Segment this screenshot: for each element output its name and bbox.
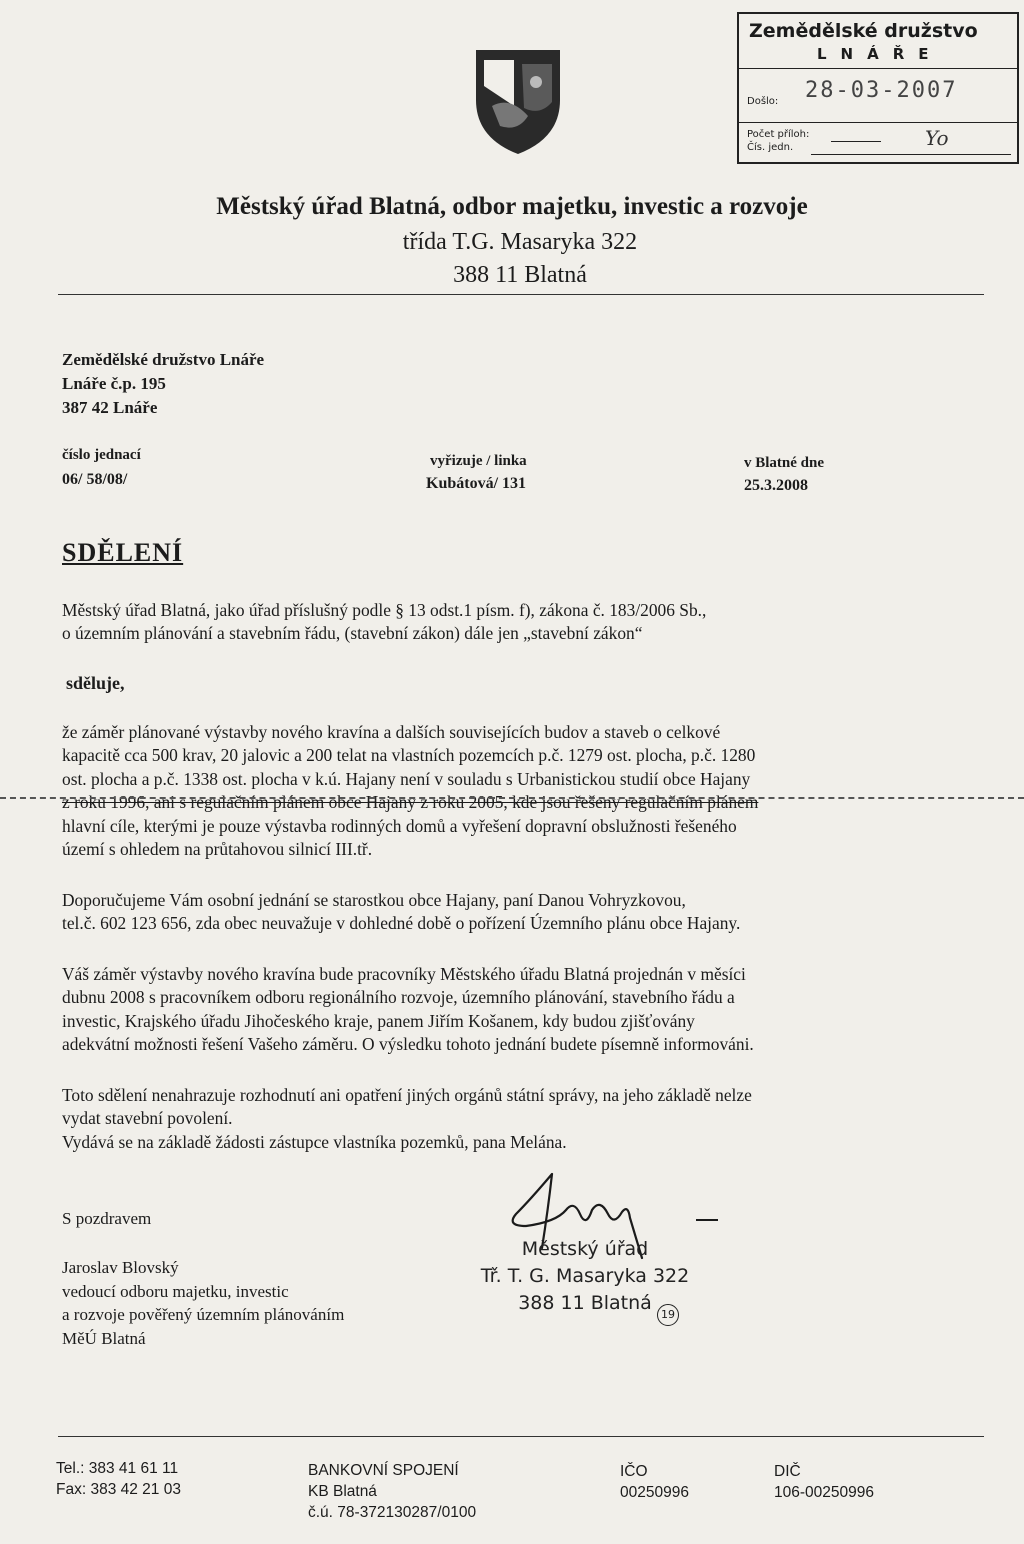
paragraph-line: tel.č. 602 123 656, zda obec neuvažuje v dohledné době o pořízení Územního plánu obce Hajany. <box>62 913 741 934</box>
stamp-organization: Zemědělské družstvo <box>749 20 978 42</box>
stamp-place: LNÁŘE <box>817 45 943 63</box>
seal-line: Městský úřad <box>521 1238 649 1260</box>
signatory-title: vedoucí odboru majetku, investic <box>62 1281 289 1301</box>
paragraph-line: o územním plánování a stavebním řádu, (stavební zákon) dále jen „stavební zákon“ <box>62 623 643 644</box>
paragraph-line: dubnu 2008 s pracovníkem odboru regionálního rozvoje, územního plánování, stavebního řádu a <box>62 987 735 1008</box>
paragraph-line: vydat stavební povolení. <box>62 1108 233 1129</box>
paragraph-line: Doporučujeme Vám osobní jednání se starostkou obce Hajany, paní Danou Vohryzkovou, <box>62 890 686 910</box>
footer-rule <box>58 1436 984 1437</box>
signatory-title: a rozvoje pověřený územním plánováním <box>62 1305 345 1324</box>
paragraph-line: Vydává se na základě žádosti zástupce vlastníka pozemků, pana Melána. <box>62 1131 567 1152</box>
bank-name: KB Blatná <box>308 1483 377 1500</box>
body-paragraph-3 <box>62 963 980 1057</box>
handler-label: vyřizuje / linka <box>430 453 527 469</box>
paragraph-line: hlavní cíle, kterými je pouze výstavba rodinných domů a vyřešení dopravní obslužnosti řešeného <box>62 815 737 836</box>
signatory-block <box>62 1256 344 1350</box>
footer-dic <box>774 1461 874 1503</box>
seal-line: Tř. T. G. Masaryka 322 <box>480 1265 690 1287</box>
stamp-received-label: Došlo: <box>747 96 779 107</box>
paragraph-line: Váš záměr výstavby nového kravína bude pracovníky Městského úřadu Blatná projednán v měsíci <box>62 964 746 984</box>
receipt-stamp <box>737 12 1019 164</box>
office-city: 388 11 Blatná <box>453 262 587 288</box>
paragraph-line: že záměr plánované výstavby nového kravína a dalších souvisejících budov a staveb o celkové <box>62 722 721 742</box>
stamp-ref-label: Čís. jedn. <box>747 142 794 153</box>
ref-value: 06/ 58/08/ <box>62 471 128 488</box>
office-name: Městský úřad Blatná, odbor majetku, investic a rozvoje <box>216 193 808 220</box>
footer-bank <box>308 1460 476 1523</box>
signatory-title: MěÚ Blatná <box>62 1328 146 1348</box>
bank-label: BANKOVNÍ SPOJENÍ <box>308 1462 459 1479</box>
handler-value: Kubátová/ 131 <box>426 475 527 492</box>
header-rule <box>58 294 984 295</box>
paragraph-line: Městský úřad Blatná, jako úřad příslušný podle § 13 odst.1 písm. f), zákona č. 183/2006 Sb., <box>62 600 707 620</box>
ico-value: 00250996 <box>620 1484 689 1501</box>
recipient-name: Zemědělské družstvo Lnáře <box>62 350 265 369</box>
intro-paragraph <box>62 599 980 646</box>
paragraph-line: adekvátní možnosti řešení Vašeho záměru. O výsledku tohoto jednání budete písemně informováni. <box>62 1034 754 1055</box>
paragraph-line: kapacitě cca 500 krav, 20 jalovic a 200 telat na vlastních pozemcích p.č. 1279 ost. plocha, p.č. 1280 <box>62 745 756 766</box>
stamp-attachments-line <box>831 141 881 142</box>
ico-label: IČO <box>620 1463 648 1480</box>
seal-number: 19 <box>657 1304 679 1326</box>
ref-label: číslo jednací <box>62 447 141 463</box>
footer-contacts <box>56 1458 181 1500</box>
footer-ico <box>620 1461 689 1503</box>
stamp-divider <box>739 68 1017 69</box>
date-value: 25.3.2008 <box>744 477 808 494</box>
footer-fax: Fax: 383 42 21 03 <box>56 1481 181 1498</box>
signatory-name: Jaroslav Blovský <box>62 1258 179 1277</box>
body-paragraph-1 <box>62 721 980 861</box>
recipient-street: Lnáře č.p. 195 <box>62 374 166 393</box>
stamp-divider <box>739 122 1017 123</box>
body-paragraph-2 <box>62 889 980 936</box>
statement-verb: sděluje, <box>66 673 125 693</box>
recipient-city: 387 42 Lnáře <box>62 398 158 417</box>
footer-tel: Tel.: 383 41 61 11 <box>56 1460 179 1477</box>
paragraph-line: území s ohledem na průtahovou silnicí III.tř. <box>62 839 373 860</box>
stamp-received-date: 28-03-2007 <box>805 78 958 103</box>
body-paragraph-4 <box>62 1084 980 1154</box>
date-label: v Blatné dne <box>744 455 825 471</box>
dic-value: 106-00250996 <box>774 1484 874 1501</box>
office-street: třída T.G. Masaryka 322 <box>402 229 638 255</box>
bank-account: č.ú. 78-372130287/0100 <box>308 1504 477 1521</box>
paragraph-line: z roku 1996, ani s regulačním plánem obce Hajany z roku 2005, kde jsou řešeny regulačním plánem <box>62 792 759 813</box>
paragraph-line: investic, Krajského úřadu Jihočeského kraje, panem Jiřím Košanem, kdy budou zjišťovány <box>62 1010 695 1031</box>
closing-greeting: S pozdravem <box>62 1209 152 1228</box>
paragraph-line: Toto sdělení nenahrazuje rozhodnutí ani opatření jiných orgánů státní správy, na jeho základě nelze <box>62 1085 752 1105</box>
stamp-handwritten-count: Yo <box>925 126 949 150</box>
strike-dashed-line <box>0 797 1024 799</box>
seal-line: 388 11 Blatná <box>518 1292 652 1314</box>
stamp-ref-line <box>811 154 1011 155</box>
stamp-attachments-label: Počet příloh: <box>747 129 810 140</box>
dic-label: DIČ <box>774 1463 801 1480</box>
subject-heading: SDĚLENÍ <box>62 538 184 567</box>
coat-of-arms-icon <box>470 46 566 158</box>
paragraph-line: ost. plocha a p.č. 1338 ost. plocha v k.ú. Hajany není v souladu s Urbanistickou studií obce Hajany <box>62 768 751 789</box>
